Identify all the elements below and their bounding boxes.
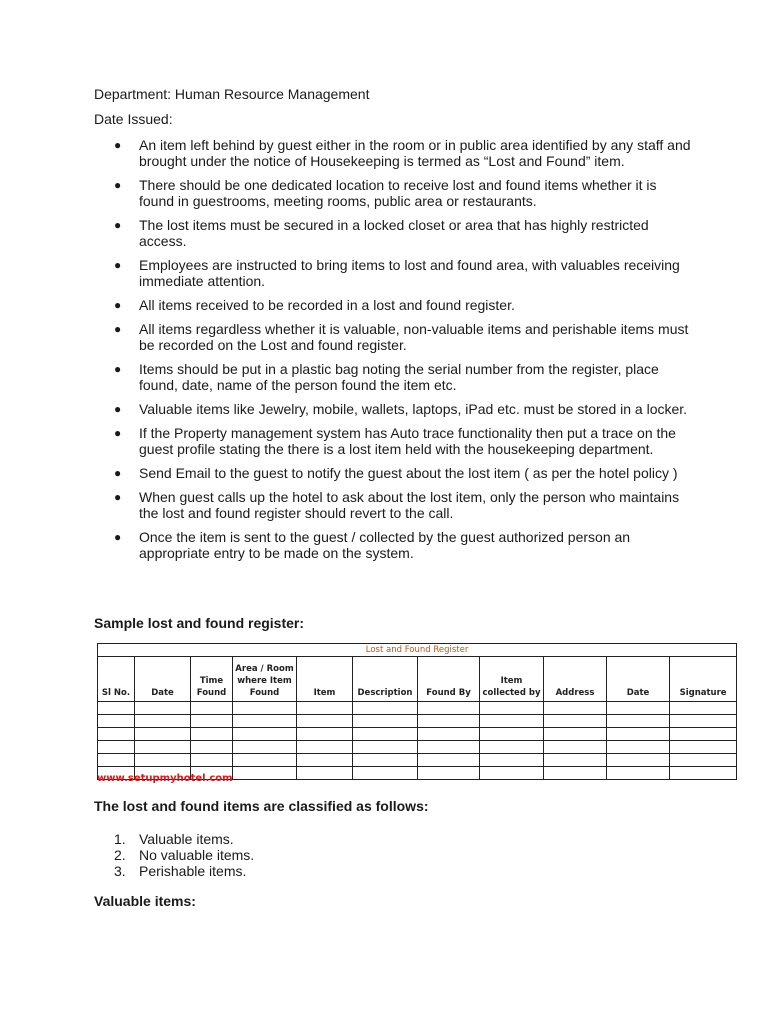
- bullet-item: ● When guest calls up the hotel to ask about the lost item, only the person who maintains the lost and found register should revert to the call.: [114, 489, 680, 521]
- bullet-dot-icon: ●: [114, 138, 122, 152]
- bullet-item: ● Employees are instructed to bring items to lost and found area, with valuables receiving immediate attention.: [114, 257, 680, 289]
- column-header: Item: [297, 657, 353, 702]
- register-table: [97, 643, 737, 780]
- bullet-item: ● Valuable items like Jewelry, mobile, wallets, laptops, iPad etc. must be stored in a locker.: [114, 401, 688, 417]
- column-header: Time Found: [191, 657, 233, 702]
- bullet-dot-icon: ●: [114, 298, 122, 312]
- bullet-dot-icon: ●: [114, 466, 122, 480]
- register-title: Lost and Found Register: [98, 644, 737, 657]
- classification-list: [94, 831, 254, 879]
- bullet-item: ● An item left behind by guest either in the room or in public area identified by any staff and brought under the notice of Housekeeping is termed as “Lost and Found” item.: [114, 137, 691, 169]
- list-item: 3. Perishable items.: [114, 863, 247, 879]
- bullet-item: ● If the Property management system has Auto trace functionality then put a trace on the guest profile stating the there is a lost item held with the housekeeping department.: [114, 425, 676, 457]
- bullet-dot-icon: ●: [114, 362, 122, 376]
- list-item: 1. Valuable items.: [114, 831, 234, 847]
- bullet-dot-icon: ●: [114, 218, 122, 232]
- watermark-link[interactable]: www.setupmyhotel.com: [97, 773, 233, 784]
- date-issued-line: Date Issued:: [94, 111, 173, 127]
- table-row: [98, 754, 737, 767]
- bullet-dot-icon: ●: [114, 322, 122, 336]
- column-header: Address: [544, 657, 607, 702]
- bullet-item: ● There should be one dedicated location to receive lost and found items whether it is found in guestrooms, meeting rooms, public area or restaurants.: [114, 177, 657, 209]
- table-row: [98, 728, 737, 741]
- column-header: Found By: [418, 657, 480, 702]
- column-header: Date: [135, 657, 191, 702]
- column-header: Item collected by: [480, 657, 544, 702]
- bullet-item: ● Items should be put in a plastic bag noting the serial number from the register, place found, date, name of the person found the item etc.: [114, 361, 659, 393]
- column-header: Date: [607, 657, 670, 702]
- register-title-row: [98, 644, 737, 657]
- table-row: [98, 741, 737, 754]
- bullet-item: ● All items received to be recorded in a lost and found register.: [114, 297, 515, 313]
- register-image: [97, 643, 737, 783]
- bullet-dot-icon: ●: [114, 258, 122, 272]
- bullet-dot-icon: ●: [114, 426, 122, 440]
- bullet-dot-icon: ●: [114, 490, 122, 504]
- column-header: Signature: [670, 657, 737, 702]
- valuable-items-heading: Valuable items:: [94, 893, 196, 909]
- bullet-dot-icon: ●: [114, 178, 122, 192]
- bullet-item: ● Send Email to the guest to notify the guest about the lost item ( as per the hotel policy ): [114, 465, 678, 481]
- register-header-row: [98, 657, 737, 702]
- list-item: 2. No valuable items.: [114, 847, 255, 863]
- table-row: [98, 702, 737, 715]
- column-header: Area / Room where Item Found: [233, 657, 297, 702]
- column-header: Description: [353, 657, 418, 702]
- department-line: Department: Human Resource Management: [94, 86, 370, 102]
- table-row: [98, 715, 737, 728]
- procedure-bullet-list: [94, 137, 694, 569]
- bullet-item: ● Once the item is sent to the guest / collected by the guest authorized person an appropriate entry to be made on the system.: [114, 529, 631, 561]
- bullet-dot-icon: ●: [114, 530, 122, 544]
- column-header: Sl No.: [98, 657, 135, 702]
- bullet-item: ● All items regardless whether it is valuable, non-valuable items and perishable items must be recorded on the Lost and found register.: [114, 321, 689, 353]
- sample-register-heading: Sample lost and found register:: [94, 615, 305, 631]
- classification-heading: The lost and found items are classified as follows:: [94, 798, 429, 814]
- bullet-dot-icon: ●: [114, 402, 122, 416]
- bullet-item: ● The lost items must be secured in a locked closet or area that has highly restricted access.: [114, 217, 649, 249]
